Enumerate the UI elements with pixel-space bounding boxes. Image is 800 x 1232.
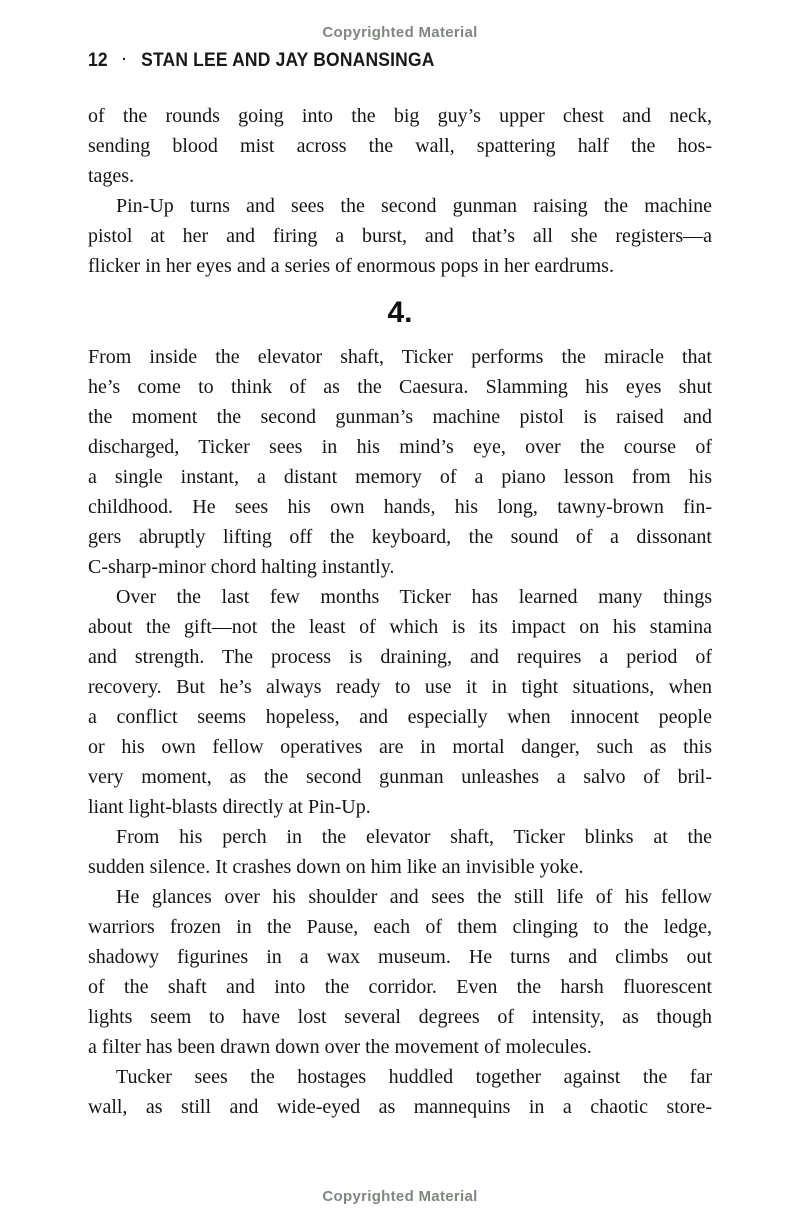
text-line: and strength. The process is draining, and requires a period of	[88, 646, 712, 668]
text-line: or his own fellow operatives are in mortal danger, such as this	[88, 736, 712, 758]
page-number: 12	[88, 50, 108, 71]
text-line: of the shaft and into the corridor. Even the harsh fluorescent	[88, 976, 712, 998]
paragraph	[88, 822, 712, 882]
text-line: C-sharp-minor chord halting instantly.	[88, 556, 395, 578]
text-line: From inside the elevator shaft, Ticker performs the miracle that	[88, 346, 712, 368]
paragraph	[88, 191, 712, 281]
text-line: of the rounds going into the big guy’s upper chest and neck,	[88, 105, 712, 127]
running-title: STAN LEE AND JAY BONANSINGA	[141, 50, 435, 71]
text-line: flicker in her eyes and a series of enormous pops in her eardrums.	[88, 255, 614, 277]
paragraph	[88, 582, 712, 822]
text-line: shadowy figurines in a wax museum. He turns and climbs out	[88, 946, 712, 968]
paragraph	[88, 101, 712, 191]
text-line: warriors frozen in the Pause, each of them clinging to the ledge,	[88, 916, 712, 938]
text-line: tages.	[88, 165, 135, 187]
text-line: He glances over his shoulder and sees the still life of his fellow	[116, 886, 712, 908]
paragraph	[88, 882, 712, 1062]
text-line: wall, as still and wide-eyed as mannequins in a chaotic store-	[88, 1096, 712, 1118]
paragraph	[88, 1062, 712, 1122]
text-line: Over the last few months Ticker has learned many things	[116, 586, 712, 608]
paragraph	[88, 342, 712, 582]
text-line: lights seem to have lost several degrees of intensity, as though	[88, 1006, 712, 1028]
text-line: about the gift—not the least of which is its impact on his stamina	[88, 616, 712, 638]
text-line: a single instant, a distant memory of a piano lesson from his	[88, 466, 712, 488]
text-line: discharged, Ticker sees in his mind’s eye, over the course of	[88, 436, 712, 458]
text-line: very moment, as the second gunman unleashes a salvo of bril-	[88, 766, 712, 788]
text-line: a conflict seems hopeless, and especially when innocent people	[88, 706, 712, 728]
text-line: a filter has been drawn down over the movement of molecules.	[88, 1036, 592, 1058]
text-line: recovery. But he’s always ready to use it in tight situations, when	[88, 676, 712, 698]
text-line: sudden silence. It crashes down on him like an invisible yoke.	[88, 856, 584, 878]
text-line: the moment the second gunman’s machine pistol is raised and	[88, 406, 712, 428]
text-line: pistol at her and firing a burst, and that’s all she registers—a	[88, 225, 712, 247]
copyright-watermark-top: Copyrighted Material	[322, 24, 478, 41]
text-line: liant light-blasts directly at Pin-Up.	[88, 796, 371, 818]
text-line: childhood. He sees his own hands, his long, tawny-brown fin-	[88, 496, 712, 518]
section-heading: 4.	[387, 296, 413, 329]
text-line: he’s come to think of as the Caesura. Slamming his eyes shut	[88, 376, 712, 398]
separator-dot: ·	[122, 51, 127, 68]
text-line: From his perch in the elevator shaft, Ticker blinks at the	[116, 826, 712, 848]
text-line: Pin-Up turns and sees the second gunman raising the machine	[116, 195, 712, 217]
copyright-watermark-bottom: Copyrighted Material	[322, 1188, 478, 1205]
page-body	[88, 101, 712, 1122]
running-head	[88, 50, 435, 72]
text-line: gers abruptly lifting off the keyboard, the sound of a dissonant	[88, 526, 712, 548]
text-line: Tucker sees the hostages huddled together against the far	[116, 1066, 712, 1088]
text-line: sending blood mist across the wall, spattering half the hos-	[88, 135, 712, 157]
